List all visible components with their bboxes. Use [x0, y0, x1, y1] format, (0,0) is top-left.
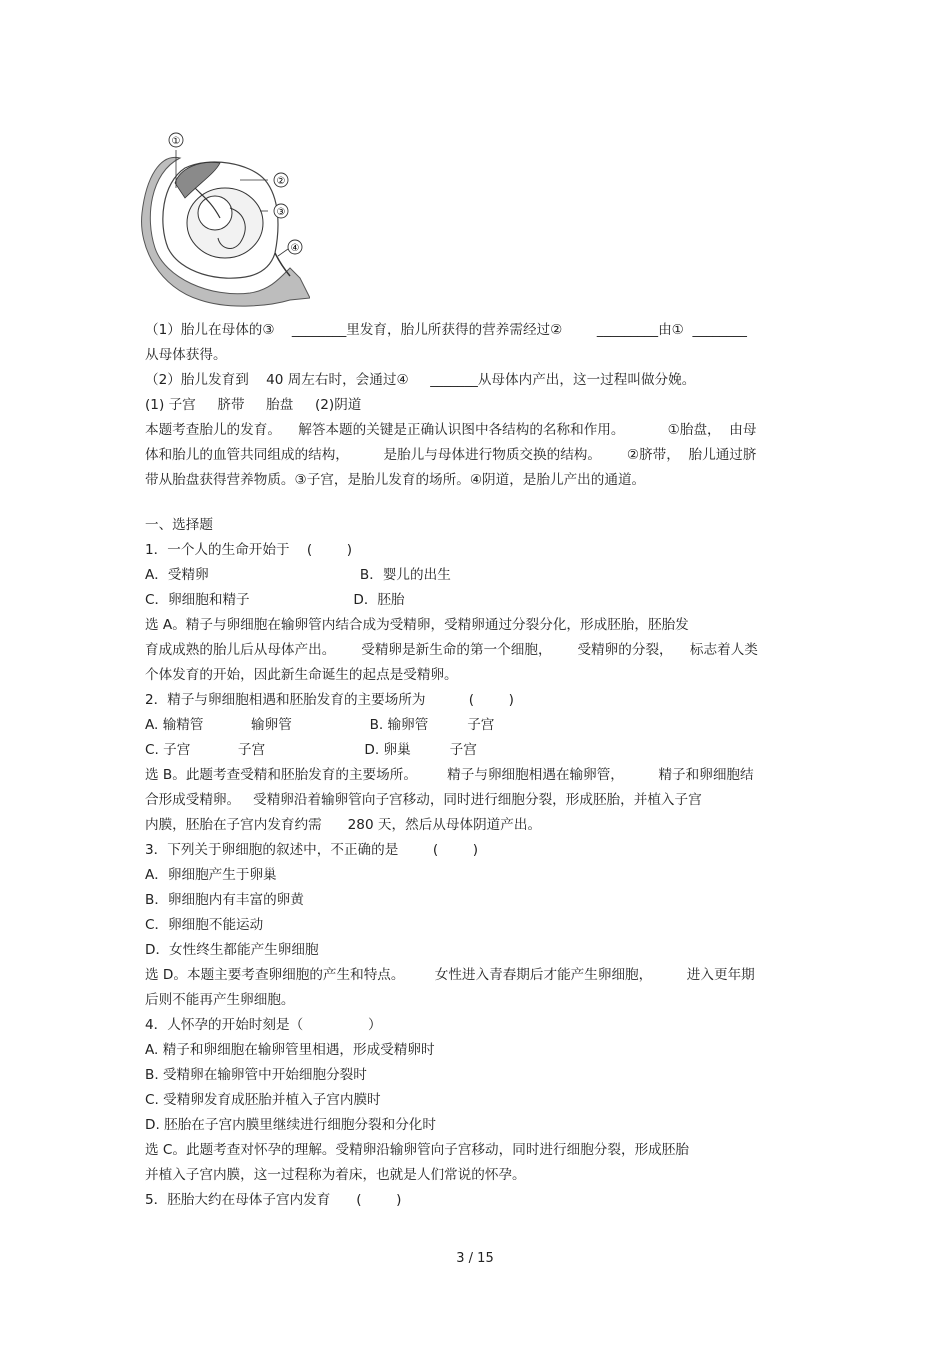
- question-3-option: A．卵细胞产生于卵巢: [145, 867, 277, 883]
- question-1-answer: 个体发育的开始，因此新生命诞生的起点是受精卵。: [145, 667, 458, 683]
- document-text: [145, 318, 813, 1213]
- text-line: 本题考查胎儿的发育。 解答本题的关键是正确认识图中各结构的名称和作用。 ①胎盘， 由母: [145, 422, 757, 438]
- question-4-option: B. 受精卵在输卵管中开始细胞分裂时: [145, 1067, 367, 1083]
- figure-label-4: ④: [290, 243, 300, 254]
- question-1-answer: 育成成熟的胎儿后从母体产出。 受精卵是新生命的第一个细胞， 受精卵的分裂， 标志着人类: [145, 642, 758, 658]
- text-line: 从母体获得。: [145, 347, 227, 363]
- question-3-option: C．卵细胞不能运动: [145, 917, 264, 933]
- question-4-option: A. 精子和卵细胞在输卵管里相遇，形成受精卵时: [145, 1042, 435, 1058]
- question-3: 3．下列关于卵细胞的叙述中，不正确的是 ( ): [145, 842, 479, 858]
- question-4-answer: 并植入子宫内膜，这一过程称为着床，也就是人们常说的怀孕。: [145, 1167, 526, 1183]
- question-2-answer: 合形成受精卵。 受精卵沿着输卵管向子宫移动，同时进行细胞分裂，形成胚胎，并植入子宫: [145, 792, 702, 808]
- question-4-answer: 选 C。此题考查对怀孕的理解。受精卵沿输卵管向子宫移动，同时进行细胞分裂，形成胚胎: [145, 1142, 689, 1158]
- question-3-answer: 后则不能再产生卵细胞。: [145, 992, 295, 1008]
- spacer: [145, 493, 813, 513]
- question-2-answer: 选 B。此题考查受精和胚胎发育的主要场所。 精子与卵细胞相遇在输卵管， 精子和卵细胞结: [145, 767, 754, 783]
- question-1-answer: 选 A。精子与卵细胞在输卵管内结合成为受精卵，受精卵通过分裂分化，形成胚胎，胚胎发: [145, 617, 689, 633]
- question-5: 5．胚胎大约在母体子宫内发育 ( ): [145, 1192, 402, 1208]
- text-line: （1）胎儿在母体的③ ________里发育，胎儿所获得的营养需经过② _________由① ________: [145, 322, 747, 338]
- question-4: 4．人怀孕的开始时刻是（ ）: [145, 1017, 382, 1033]
- question-1-options: A．受精卵 B．婴儿的出生: [145, 567, 451, 583]
- page-number: 3 / 15: [456, 1251, 494, 1266]
- text-line: （2）胎儿发育到 40 周左右时，会通过④ _______从母体内产出，这一过程叫做分娩。: [145, 372, 696, 388]
- answer-line: (1) 子宫 脐带 胎盘 (2)阴道: [145, 397, 362, 413]
- text-line: 带从胎盘获得营养物质。③子宫，是胎儿发育的场所。④阴道，是胎儿产出的通道。: [145, 472, 646, 488]
- question-3-option: B．卵细胞内有丰富的卵黄: [145, 892, 304, 908]
- figure-label-3: ③: [276, 207, 286, 218]
- question-4-option: C. 受精卵发育成胚胎并植入子宫内膜时: [145, 1092, 381, 1108]
- figure-label-2: ②: [276, 176, 286, 187]
- question-3-option: D．女性终生都能产生卵细胞: [145, 942, 319, 958]
- question-2-options: A. 输精管 输卵管 B. 输卵管 子宫: [145, 717, 495, 733]
- text-line: 体和胎儿的血管共同组成的结构， 是胎儿与母体进行物质交换的结构。 ②脐带， 胎儿通过脐: [145, 447, 757, 463]
- question-2-answer: 内膜，胚胎在子宫内发育约需 280 天，然后从母体阴道产出。: [145, 817, 542, 833]
- question-1: 1．一个人的生命开始于 ( ): [145, 542, 353, 558]
- question-2-options: C. 子宫 子宫 D. 卵巢 子宫: [145, 742, 477, 758]
- question-3-answer: 选 D。本题主要考查卵细胞的产生和特点。 女性进入青春期后才能产生卵细胞， 进入更年期: [145, 967, 755, 983]
- question-4-option: D. 胚胎在子宫内膜里继续进行细胞分裂和分化时: [145, 1117, 436, 1133]
- fetus-uterus-diagram: [140, 128, 310, 308]
- section-heading: 一、选择题: [145, 517, 213, 533]
- question-2: 2．精子与卵细胞相遇和胚胎发育的主要场所为 ( ): [145, 692, 514, 708]
- figure-label-1: ①: [171, 136, 181, 147]
- question-1-options: C．卵细胞和精子 D．胚胎: [145, 592, 405, 608]
